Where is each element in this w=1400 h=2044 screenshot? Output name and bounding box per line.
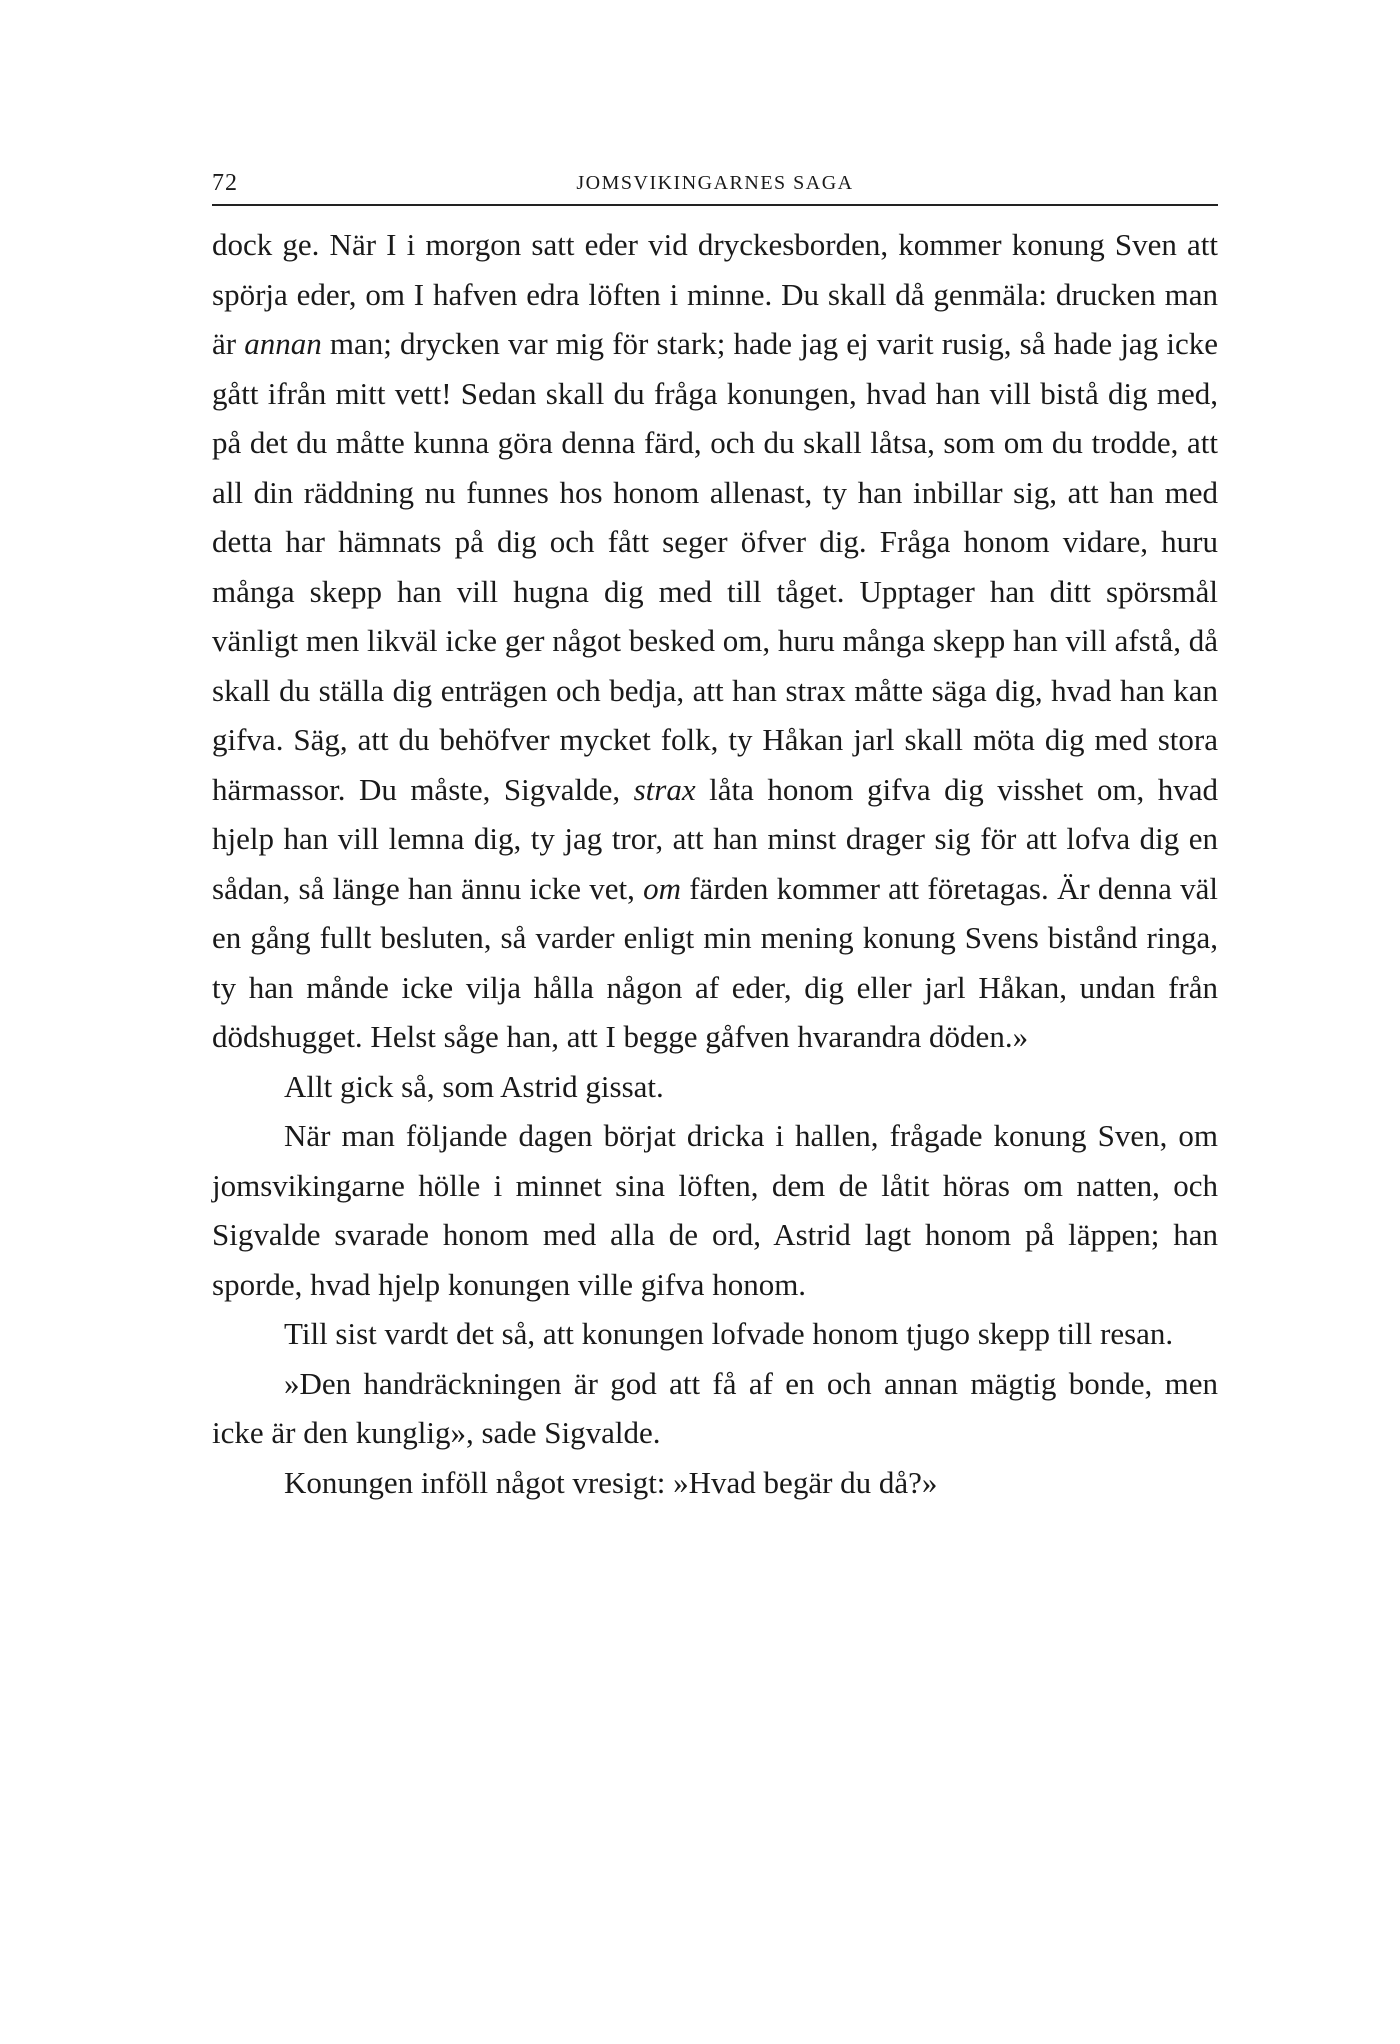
paragraph bbox=[212, 1111, 1218, 1309]
italic-text: om bbox=[643, 870, 682, 906]
text-segment: Till sist vardt det så, att konungen lofvade honom tjugo skepp till resan. bbox=[284, 1316, 1174, 1351]
text-segment: låta honom gifva dig visshet om, hvad hjelp han vill lemna dig, ty jag tror, att han minst drager sig för att lofva dig en sådan, så länge han ännu icke vet, bbox=[212, 771, 1218, 906]
paragraph bbox=[212, 1359, 1218, 1458]
text-segment: När man följande dagen börjat dricka i hallen, frågade konung Sven, om jomsvikingarne hölle i minnet sina löften, dem de låtit höras om natten, och Sigvalde svarade honom med alla de ord, Astrid lagt honom på läppen; han sporde, hvad hjelp konungen ville gifva honom. bbox=[212, 1118, 1218, 1302]
text-segment: »Den handräckningen är god att få af en och annan mägtig bonde, men icke är den kunglig», sade Sigvalde. bbox=[212, 1365, 1218, 1450]
paragraph bbox=[212, 1458, 1218, 1508]
paragraph bbox=[212, 220, 1218, 1062]
italic-text: strax bbox=[633, 771, 696, 807]
paragraph bbox=[212, 1309, 1218, 1359]
text-segment: färden kommer att företagas. Är denna väl en gång fullt besluten, så varder enligt min mening konung Svens bistånd ringa, ty han månde icke vilja hålla någon af eder, dig eller jarl Håkan, undan från dödshugget. Helst såge han, att I begge gåfven hvarandra döden.» bbox=[212, 870, 1218, 1054]
running-header bbox=[212, 160, 1218, 206]
text-segment: dock ge. När I i morgon satt eder vid dryckesborden, kommer konung Sven att spörja eder, om I hafven edra löften i minne. Du skall då genmäla: drucken man är bbox=[212, 227, 1218, 361]
text-segment: Allt gick så, som Astrid gissat. bbox=[284, 1068, 664, 1104]
book-page bbox=[212, 160, 1218, 1507]
italic-text: annan bbox=[244, 326, 322, 361]
body-text bbox=[212, 220, 1218, 1507]
text-segment: man; drycken var mig för stark; hade jag ej varit rusig, så hade jag icke gått ifrån mitt vett! Sedan skall du fråga konungen, hvad han vill bistå dig med, på det du måtte kunna göra denna färd, och du skall låtsa, som om du trodde, att all din räddning nu funnes hos honom allenast, ty han inbillar sig, att han med detta har hämnats på dig och fått seger öfver dig. Fråga honom vidare, huru många skepp han vill hugna dig med till tåget. Upptager han ditt spörsmål vänligt men likväl icke ger något besked om, huru många skepp han vill afstå, då skall du ställa dig enträgen och bedja, att han strax måtte säga dig, hvad han kan gifva. Säg, att du behöfver mycket folk, ty Håkan jarl skall möta dig med stora härmassor. Du måste, Sigvalde, bbox=[212, 326, 1218, 807]
running-title: JOMSVIKINGARNES SAGA bbox=[576, 172, 854, 194]
paragraph bbox=[212, 1062, 1218, 1112]
page-number: 72 bbox=[212, 170, 238, 196]
text-segment: Konungen inföll något vresigt: »Hvad begär du då?» bbox=[284, 1464, 938, 1500]
